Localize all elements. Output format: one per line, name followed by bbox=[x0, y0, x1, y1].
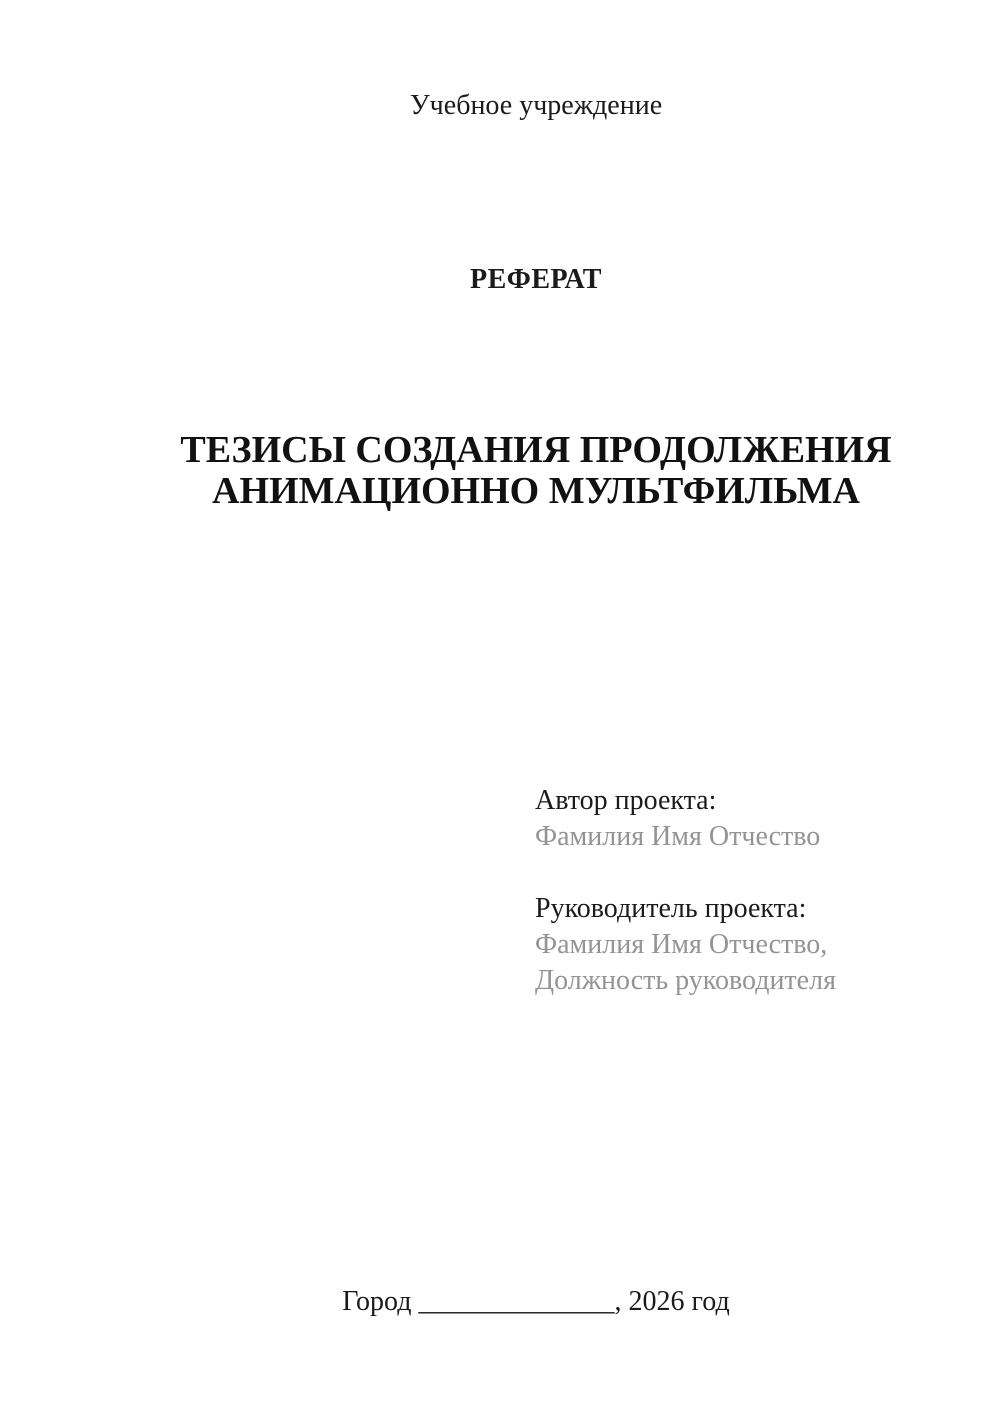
author-block bbox=[535, 783, 820, 855]
city-blank-line: ______________ bbox=[418, 1286, 615, 1317]
author-name-placeholder: Фамилия Имя Отчество bbox=[535, 821, 821, 852]
institution-name: Учебное учреждение bbox=[409, 90, 663, 121]
year-text: , 2026 год bbox=[614, 1286, 730, 1317]
city-label: Город bbox=[342, 1286, 419, 1317]
supervisor-name-placeholder: Фамилия Имя Отчество, bbox=[535, 929, 828, 960]
document-type-heading: РЕФЕРАТ bbox=[470, 264, 602, 295]
report-title: ТЕЗИСЫ СОЗДАНИЯ ПРОДОЛЖЕНИЯ АНИМАЦИОННО МУЛЬТФИЛЬМА bbox=[180, 429, 892, 512]
supervisor-position-placeholder: Должность руководителя bbox=[535, 965, 836, 996]
city-year-line bbox=[143, 1284, 929, 1320]
supervisor-label: Руководитель проекта: bbox=[535, 893, 807, 924]
author-label: Автор проекта: bbox=[535, 785, 717, 816]
supervisor-block bbox=[535, 891, 836, 999]
